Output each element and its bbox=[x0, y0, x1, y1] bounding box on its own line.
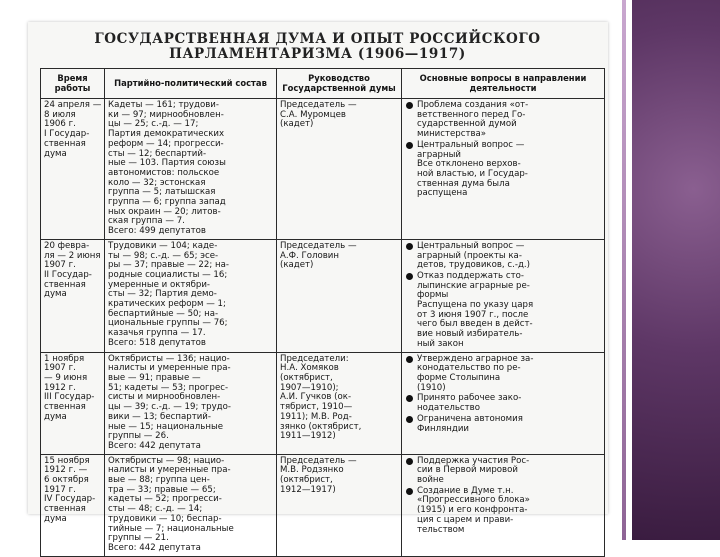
cell-text-line: 1907—1910); bbox=[280, 382, 339, 393]
header-text: думы bbox=[369, 82, 396, 93]
cell-text-line: форме Столыпина bbox=[417, 372, 501, 383]
cell-text-line: вые — 91; правые — bbox=[108, 372, 201, 383]
cell-text-line: 1912—1917) bbox=[280, 484, 336, 495]
cell-time bbox=[41, 99, 105, 240]
cell-text-line: Кадеты — 161; трудови- bbox=[108, 100, 219, 110]
cell-text-line: 1907 г. bbox=[44, 363, 76, 374]
table-body bbox=[41, 99, 605, 557]
cell-text-line: конодательство по ре- bbox=[417, 363, 521, 374]
duma-table bbox=[40, 68, 605, 557]
cell-text-line: Председатели: bbox=[280, 353, 349, 364]
cell-text-line: Ограничена автономия bbox=[417, 413, 523, 424]
cell-time bbox=[41, 352, 105, 454]
cell-text-line: ственная дума была bbox=[417, 178, 510, 189]
cell-text-line: Председатель — bbox=[280, 240, 357, 251]
cell-text-line: группы — 26. bbox=[108, 431, 169, 442]
cell-text-line: Всего: 442 депутата bbox=[108, 440, 201, 451]
cell-text-line: ный закон bbox=[417, 338, 464, 349]
header-party bbox=[105, 69, 277, 99]
cell-text-line: 51; кадеты — 53; прогрес- bbox=[108, 382, 229, 393]
issue-bullet bbox=[405, 487, 601, 536]
table-header-row bbox=[41, 69, 605, 99]
cell-text-line: Трудовики — 104; каде- bbox=[108, 240, 218, 251]
cell-text-line: Н.А. Хомяков bbox=[280, 363, 339, 374]
cell-text-line: ных окраин — 20; литов- bbox=[108, 206, 221, 217]
cell-text-line: казачья группа — 17. bbox=[108, 328, 206, 339]
cell-text-line: 1911); М.В. Род- bbox=[280, 411, 352, 422]
cell-text-line: аграрный bbox=[417, 149, 461, 160]
issue-bullet bbox=[405, 101, 601, 140]
cell-text-line: кадеты — 52; прогресси- bbox=[108, 494, 222, 505]
cell-text-line: родные социалисты — 16; bbox=[108, 269, 228, 280]
bullet-dot-icon bbox=[406, 395, 413, 402]
cell-text-line: 1911—1912) bbox=[280, 431, 336, 442]
cell-text-line: детов, трудовиков, с.-д.) bbox=[417, 260, 530, 271]
cell-text-line: Все отклонено верхов- bbox=[417, 159, 521, 170]
decorative-purple-band bbox=[632, 0, 720, 540]
cell-text-line: IV Государ- bbox=[44, 494, 96, 505]
header-text: Время bbox=[57, 73, 88, 84]
cell-text-line: Принято рабочее зако- bbox=[417, 393, 522, 404]
cell-text-line: 1 ноября bbox=[44, 353, 85, 364]
cell-text-line: ственная bbox=[44, 402, 86, 413]
cell-text-line: Поддержка участия Рос- bbox=[417, 455, 530, 466]
cell-text-line: (1915) и его конфронта- bbox=[417, 505, 528, 516]
header-time bbox=[41, 69, 105, 99]
title-line-1: ГОСУДАРСТВЕННАЯ ДУМА И ОПЫТ РОССИЙСКОГО bbox=[94, 31, 541, 47]
issue-bullet bbox=[405, 242, 601, 271]
cell-time bbox=[41, 239, 105, 352]
cell-text-line: формы bbox=[417, 290, 449, 301]
issue-bullet bbox=[405, 355, 601, 394]
cell-text-line: Всего: 442 депутата bbox=[108, 542, 201, 553]
cell-text-line: автономистов: польское bbox=[108, 167, 220, 178]
bullet-dot-icon bbox=[406, 102, 413, 109]
cell-text-line: группа — 6; группа запад bbox=[108, 197, 226, 208]
cell-text-line: циональные группы — 76; bbox=[108, 318, 228, 329]
cell-text-line: зянко (октябрист, bbox=[280, 421, 362, 432]
cell-text-line: 1907 г. bbox=[44, 260, 76, 271]
header-lead bbox=[277, 69, 402, 99]
cell-text-line: ственная bbox=[44, 138, 86, 149]
decorative-side-line bbox=[622, 0, 626, 540]
document-title bbox=[40, 32, 595, 62]
cell-issues bbox=[402, 99, 605, 240]
header-text: Основные вопросы в bbox=[419, 73, 520, 84]
issue-bullet bbox=[405, 415, 601, 434]
cell-text-line: вие новый избиратель- bbox=[417, 329, 523, 340]
cell-text-line: 1912 г. bbox=[44, 382, 76, 393]
cell-text-line: дума bbox=[44, 411, 67, 422]
cell-text-line: распущена bbox=[417, 188, 468, 199]
cell-text-line: систы и мирнообновлен- bbox=[108, 392, 221, 403]
cell-text-line: вики — 13; беспартий- bbox=[108, 411, 211, 422]
cell-party bbox=[105, 99, 277, 240]
cell-text-line: сии в Первой мировой bbox=[417, 465, 518, 476]
cell-text-line: беспартийные — 50; на- bbox=[108, 308, 219, 319]
bullet-dot-icon bbox=[406, 356, 413, 363]
cell-text-line: Создание в Думе т.н. bbox=[417, 485, 514, 496]
cell-text-line: Председатель — bbox=[280, 455, 357, 466]
cell-text-line: сты — 12; беспартий- bbox=[108, 148, 207, 159]
cell-text-line: тельством bbox=[417, 524, 465, 535]
cell-text-line: сударственной думой bbox=[417, 119, 517, 130]
cell-text-line: министерства» bbox=[417, 129, 487, 140]
cell-text-line: III Государ- bbox=[44, 392, 95, 403]
cell-text-line: тийные — 7; национальные bbox=[108, 523, 234, 534]
cell-text-line: лыпинские аграрные ре- bbox=[417, 280, 530, 291]
cell-text-line: ская группа — 7. bbox=[108, 216, 185, 227]
cell-text-line: ля — 2 июня bbox=[44, 250, 101, 261]
cell-text-line: — 9 июня bbox=[44, 372, 88, 383]
cell-text-line: А.И. Гучков (ок- bbox=[280, 392, 352, 403]
cell-text-line: тябрист, 1910— bbox=[280, 402, 353, 413]
cell-text-line: налисты и умеренные пра- bbox=[108, 465, 231, 476]
cell-text-line: ветственного перед Го- bbox=[417, 109, 526, 120]
cell-text-line: ты — 98; с.-д. — 65; эсе- bbox=[108, 250, 219, 261]
bullet-dot-icon bbox=[406, 488, 413, 495]
cell-issues bbox=[402, 239, 605, 352]
cell-text-line: сты — 32; Партия демо- bbox=[108, 289, 217, 300]
cell-text-line: Проблема создания «от- bbox=[417, 100, 529, 110]
cell-text-line: (кадет) bbox=[280, 260, 314, 271]
header-text: Руководство bbox=[308, 73, 370, 84]
cell-text-line: цы — 25; с.-д. — 17; bbox=[108, 119, 199, 130]
header-text: состав bbox=[235, 77, 267, 88]
cell-text-line: от 3 июня 1907 г., после bbox=[417, 309, 529, 320]
table-row bbox=[41, 352, 605, 454]
bullet-dot-icon bbox=[406, 458, 413, 465]
bullet-dot-icon bbox=[406, 243, 413, 250]
cell-text-line: (октябрист, bbox=[280, 475, 333, 486]
cell-text-line: Центральный вопрос — bbox=[417, 139, 525, 150]
cell-text-line: 15 ноября bbox=[44, 455, 90, 466]
header-text: Партийно-политический bbox=[114, 77, 233, 88]
cell-text-line: 8 июля bbox=[44, 109, 76, 120]
cell-issues bbox=[402, 352, 605, 454]
title-line-2: ПАРЛАМЕНТАРИЗМА (1906—1917) bbox=[169, 46, 466, 62]
cell-text-line: дума bbox=[44, 148, 67, 159]
cell-text-line: 1912 г. — bbox=[44, 465, 88, 476]
cell-text-line: трудовики — 10; беспар- bbox=[108, 513, 222, 524]
cell-text-line: аграрный (проекты ка- bbox=[417, 250, 522, 261]
cell-text-line: (1910) bbox=[417, 382, 446, 393]
cell-text-line: Октябристы — 136; нацио- bbox=[108, 353, 230, 364]
cell-text-line: ки — 97; мирнообновлен- bbox=[108, 109, 224, 120]
cell-text-line: 20 февра- bbox=[44, 240, 90, 251]
cell-party bbox=[105, 352, 277, 454]
bullet-dot-icon bbox=[406, 142, 413, 149]
cell-text-line: группы — 21. bbox=[108, 533, 169, 544]
cell-text-line: дума bbox=[44, 289, 67, 300]
table-row bbox=[41, 239, 605, 352]
cell-text-line: 1906 г. bbox=[44, 119, 76, 130]
cell-text-line: I Государ- bbox=[44, 129, 90, 140]
cell-text-line: «Прогрессивного блока» bbox=[417, 495, 530, 506]
cell-text-line: Председатель — bbox=[280, 100, 357, 110]
header-text: Государственной bbox=[282, 82, 367, 93]
cell-time bbox=[41, 454, 105, 556]
header-text: работы bbox=[54, 82, 91, 93]
issue-bullet bbox=[405, 141, 601, 199]
bullet-dot-icon bbox=[406, 273, 413, 280]
cell-text-line: нодательство bbox=[417, 403, 480, 414]
cell-party bbox=[105, 239, 277, 352]
cell-text-line: кратических реформ — 1; bbox=[108, 299, 226, 310]
bullet-dot-icon bbox=[406, 416, 413, 423]
cell-text-line: ной властью, и Государ- bbox=[417, 168, 528, 179]
cell-text-line: цы — 39; с.-д. — 19; трудо- bbox=[108, 402, 231, 413]
cell-text-line: ры — 37; правые — 22; на- bbox=[108, 260, 229, 271]
cell-text-line: С.А. Муромцев bbox=[280, 109, 346, 120]
header-issues bbox=[402, 69, 605, 99]
cell-text-line: Партия демократических bbox=[108, 129, 225, 140]
cell-text-line: 1917 г. bbox=[44, 484, 76, 495]
cell-lead bbox=[277, 454, 402, 556]
cell-party bbox=[105, 454, 277, 556]
cell-text-line: Всего: 499 депутатов bbox=[108, 226, 206, 237]
cell-text-line: реформ — 14; прогресси- bbox=[108, 138, 224, 149]
cell-text-line: Финляндии bbox=[417, 423, 469, 434]
cell-text-line: вые — 88; группа цен- bbox=[108, 475, 210, 486]
cell-text-line: Отказ поддержать сто- bbox=[417, 270, 524, 281]
cell-text-line: чего был введен в дейст- bbox=[417, 319, 533, 330]
cell-text-line: ные — 15; национальные bbox=[108, 421, 224, 432]
cell-text-line: Всего: 518 депутатов bbox=[108, 337, 206, 348]
table-row bbox=[41, 99, 605, 240]
cell-text-line: дума bbox=[44, 513, 67, 524]
cell-text-line: ные — 103. Партия союзы bbox=[108, 158, 226, 169]
table-row bbox=[41, 454, 605, 556]
cell-text-line: Утверждено аграрное за- bbox=[417, 353, 534, 364]
cell-text-line: ственная bbox=[44, 279, 86, 290]
cell-text-line: (кадет) bbox=[280, 119, 314, 130]
issue-bullet bbox=[405, 457, 601, 486]
header-text: направлении деятельности bbox=[469, 73, 587, 93]
cell-text-line: А.Ф. Головин bbox=[280, 250, 339, 261]
cell-lead bbox=[277, 239, 402, 352]
cell-text-line: коло — 32; эстонская bbox=[108, 177, 206, 188]
cell-text-line: сты — 48; с.-д. — 14; bbox=[108, 504, 203, 515]
cell-text-line: М.В. Родзянко bbox=[280, 465, 344, 476]
cell-text-line: (октябрист, bbox=[280, 372, 333, 383]
cell-lead bbox=[277, 99, 402, 240]
cell-text-line: ция с царем и прави- bbox=[417, 514, 514, 525]
cell-text-line: Распущена по указу царя bbox=[417, 300, 534, 311]
cell-text-line: 6 октября bbox=[44, 475, 89, 486]
cell-issues bbox=[402, 454, 605, 556]
cell-text-line: группа — 5; латышская bbox=[108, 187, 216, 198]
cell-text-line: ственная bbox=[44, 504, 86, 515]
cell-lead bbox=[277, 352, 402, 454]
cell-text-line: войне bbox=[417, 475, 444, 486]
cell-text-line: II Государ- bbox=[44, 269, 92, 280]
cell-text-line: Октябристы — 98; нацио- bbox=[108, 455, 225, 466]
cell-text-line: налисты и умеренные пра- bbox=[108, 363, 231, 374]
cell-text-line: Центральный вопрос — bbox=[417, 240, 525, 251]
issue-bullet bbox=[405, 394, 601, 413]
cell-text-line: 24 апреля — bbox=[44, 100, 102, 110]
cell-text-line: умеренные и октябри- bbox=[108, 279, 211, 290]
issue-bullet bbox=[405, 272, 601, 350]
cell-text-line: тра — 33; правые — 65; bbox=[108, 484, 216, 495]
